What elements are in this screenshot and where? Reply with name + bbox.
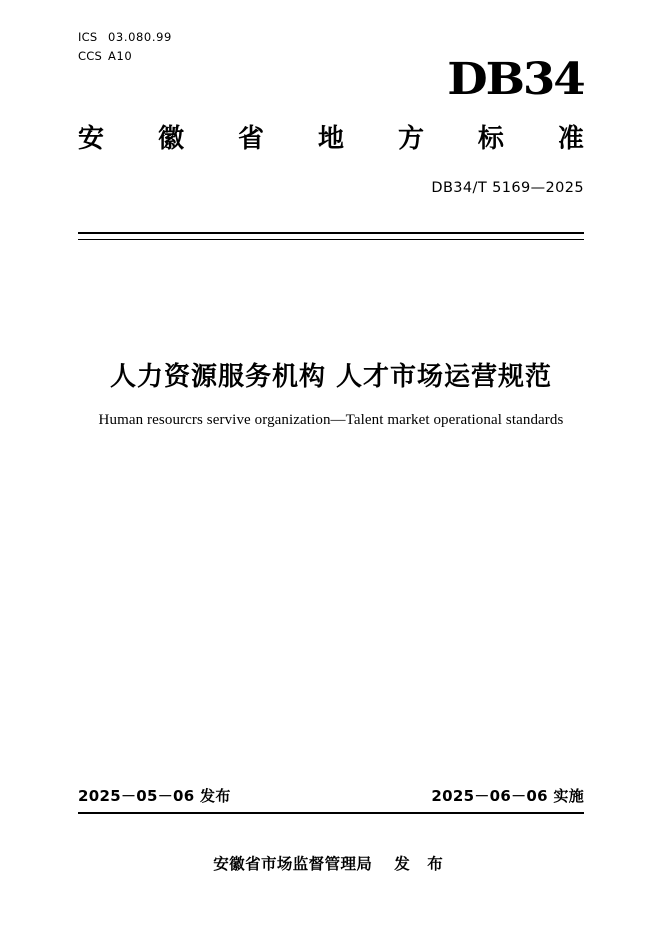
implement-date: 2025－06－06 实施 (431, 787, 584, 805)
date-line (78, 785, 584, 806)
standard-number: DB34/T 5169—2025 (431, 180, 584, 196)
classification-codes (78, 28, 172, 66)
ics-label: ICS (78, 30, 98, 44)
ccs-value: A10 (108, 49, 133, 63)
ccs-row (78, 47, 172, 66)
db34-logo: DB34 (447, 54, 584, 105)
page-title-english: Human resourcrs servive organization—Talent market operational standards (98, 412, 564, 428)
series-char-0: 安 (78, 124, 105, 154)
series-char-1: 徽 (157, 124, 184, 154)
series-char-2: 省 (237, 124, 264, 154)
page-title: 人力资源服务机构 人才市场运营规范 (109, 362, 553, 392)
standard-series-title (78, 122, 584, 156)
ics-value: 03.080.99 (108, 30, 172, 44)
release-date: 2025－05－06 发布 (78, 787, 231, 805)
header-divider-thick (78, 232, 584, 234)
series-char-6: 准 (557, 124, 584, 154)
ics-row (78, 28, 172, 47)
issuer-name: 安徽省市场监督管理局 (213, 855, 373, 873)
footer-divider (78, 812, 584, 814)
series-char-5: 标 (477, 124, 504, 154)
ccs-label: CCS (78, 49, 102, 63)
series-char-4: 方 (397, 124, 424, 154)
issuer-line (0, 852, 662, 874)
series-char-3: 地 (317, 124, 344, 154)
issue-action: 发 布 (394, 855, 449, 873)
header-divider-thin (78, 239, 584, 240)
